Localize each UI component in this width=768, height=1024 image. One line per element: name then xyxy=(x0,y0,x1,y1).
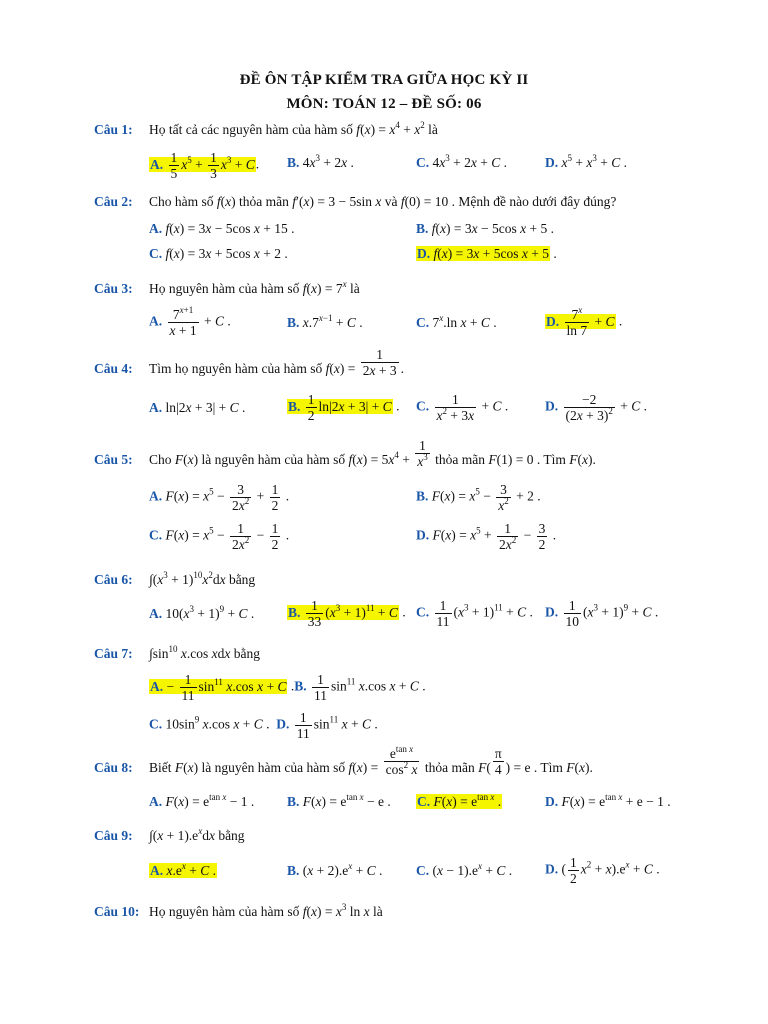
question-text: Cho F(x) là nguyên hàm của hàm số $f(x) = 5x^4$ + $\frac{1}{x^3}$ thỏa mãn F(1) = 0 . Tìm F(x). xyxy=(149,438,596,470)
option-1a: A. $\frac{1}{5}$ $x^5$ + $\frac{1}{3}$ $x^3 + C$. xyxy=(150,150,260,181)
option-9b: B. $(x + 2).e^x + C$ . xyxy=(287,861,383,878)
option-5d: D. $F(x) = x^5$ + $\frac{1}{2x^2}$ − $\frac{3}{2}$ . xyxy=(416,521,557,552)
question-text: $\int(x^3 + 1)^{10}x^2dx$ bằng xyxy=(149,570,256,587)
option-1b: B. $4x^3 + 2x$ . xyxy=(287,153,354,170)
option-7a: A. − $\frac{1}{11}$ $\sin^{11} x.\cos$ x + C .B. $\frac{1}{11}$ $\sin^{11} x.\cos$ x + C . xyxy=(150,672,426,703)
option-7c: C. $10\sin^9$ x.cos x + C . D. $\frac{1}{11}$ $\sin^{11} x + C$ . xyxy=(149,710,378,741)
question-number: Câu 1: xyxy=(94,122,133,137)
question-number: Câu 2: xyxy=(94,194,133,209)
option-3a: A. $\frac{7^{x+1}}{x + 1}$ + C . xyxy=(149,305,231,338)
question-number: Câu 5: xyxy=(94,452,133,467)
option-3b: B. $x.7^{x-1} + C$ . xyxy=(287,313,363,330)
option-3c: C. 7$^x$.ln x + C . xyxy=(416,313,497,330)
question-number: Câu 7: xyxy=(94,646,133,661)
option-6d: D. $\frac{1}{10}$ $(x^3 + 1)^9 + C$ . xyxy=(545,598,659,629)
option-4d: D. $\frac{-2}{(2x + 3)^2}$ + C . xyxy=(545,392,647,423)
option-4c: C. $\frac{1}{x^2 + 3x}$ + C . xyxy=(416,392,509,423)
option-6c: C. $\frac{1}{11}$ $(x^3 + 1)^{11} + C$ . xyxy=(416,598,533,629)
question-number: Câu 9: xyxy=(94,828,133,843)
question-text: Họ nguyên hàm của hàm số $f(x) = x^3$ ln x là xyxy=(149,902,383,919)
option-8b: B. $F(x) = e^{tan x} - e$ . xyxy=(287,792,391,809)
option-2b: B. f(x) = 3x − 5cos x + 5 . xyxy=(416,221,554,236)
option-2c: C. f(x) = 3x + 5cos x + 2 . xyxy=(149,246,288,261)
option-4a: A. ln|2x + 3| + C . xyxy=(149,400,246,415)
option-5b: B. $F(x) = x^5$ − $\frac{3}{x^2}$ + 2 . xyxy=(416,482,541,513)
option-4b: B. $\frac{1}{2}$ ln|2x + 3| + C . xyxy=(288,392,400,423)
option-8a: A. $F(x) = e^{tan x} - 1$ . xyxy=(149,792,255,809)
question-number: Câu 8: xyxy=(94,760,133,775)
option-6a: A. $10(x^3 + 1)^9 + C$ . xyxy=(149,604,255,621)
option-5c: C. $F(x) = x^5$ − $\frac{1}{2x^2}$ − $\frac{1}{2}$ . xyxy=(149,521,290,552)
option-9a: A. $x.e^x + C$ . xyxy=(150,861,217,878)
option-1c: C. $4x^3 + 2x + C$ . xyxy=(416,153,508,170)
option-9d: D. ( $\frac{1}{2}$ $x^2 + x).e^x + C$ . xyxy=(545,855,660,886)
question-text: Cho hàm số f(x) thỏa mãn f′(x) = 3 − 5sin x và f(0) = 10 . Mệnh đề nào dưới đây đúng? xyxy=(149,194,617,209)
option-2d: D. f(x) = 3x + 5cos x + 5 . xyxy=(417,246,557,261)
option-6b: B. $\frac{1}{33}$ $(x^3 + 1)^{11} + C$ . xyxy=(288,598,406,629)
document-title: ĐỀ ÔN TẬP KIỂM TRA GIỮA HỌC KỲ II xyxy=(239,72,529,88)
question-text: Tìm họ nguyên hàm của hàm số f(x) = $\frac{1}{2x + 3}$ . xyxy=(149,347,404,379)
option-3d: D. $\frac{7^x}{\ln 7}$ + C . xyxy=(546,305,623,338)
question-number: Câu 10: xyxy=(94,904,140,919)
question-text: Biết F(x) là nguyên hàm của hàm số f(x) = $\frac{e^{tan x}}{\cos^2 x}$ thỏa mãn F( $\frac{\pi}{4}$ ) = e . Tìm F(x). xyxy=(149,744,593,778)
question-text: $\int(x + 1).e^xdx$ bằng xyxy=(149,826,245,843)
option-8c: C. $F(x) = e^{tan x}$ . xyxy=(417,792,502,809)
question-number: Câu 6: xyxy=(94,572,133,587)
option-9c: C. $(x - 1).e^x + C$ . xyxy=(416,861,513,878)
question-text: Họ tất cả các nguyên hàm của hàm số $f(x) = x^4 + x^2$ là xyxy=(149,120,438,137)
question-number: Câu 3: xyxy=(94,281,133,296)
question-number: Câu 4: xyxy=(94,361,133,376)
option-8d: D. $F(x) = e^{tan x} + e - 1$ . xyxy=(545,792,671,809)
question-text: $\int\sin^{10}$ x.cos xdx bằng xyxy=(149,644,260,661)
option-1d: D. $x^5 + x^3 + C$ . xyxy=(545,153,628,170)
option-5a: A. $F(x) = x^5$ − $\frac{3}{2x^2}$ + $\frac{1}{2}$ . xyxy=(149,482,290,513)
option-2a: A. f(x) = 3x − 5cos x + 15 . xyxy=(149,221,295,236)
question-text: Họ nguyên hàm của hàm số $f(x) = 7^x$ là xyxy=(149,279,360,296)
document-subtitle: MÔN: TOÁN 12 – ĐỀ SỐ: 06 xyxy=(286,96,482,112)
